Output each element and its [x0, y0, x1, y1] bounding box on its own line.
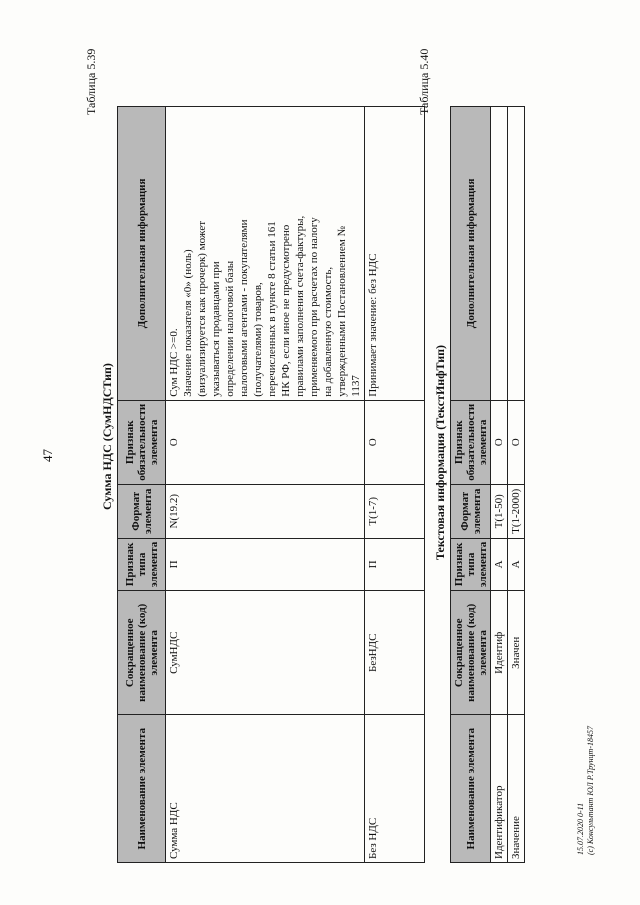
page-number: 47 — [40, 449, 55, 462]
cell-name: Без НДС — [365, 715, 425, 863]
header-cell: Дополнительная информация — [451, 107, 491, 401]
cell-type: П — [365, 538, 425, 590]
header-cell: Наименование элемента — [118, 715, 166, 863]
footer-line: (c) Консультант ЮЛ Р.Трунцт-18457 — [586, 726, 595, 855]
table-header-row — [118, 107, 166, 863]
cell-code: СумНДС — [166, 591, 365, 715]
table-row — [491, 107, 508, 863]
table-5-39 — [117, 106, 425, 863]
info-line: 1137 — [350, 375, 362, 397]
cell-name: Сумма НДС — [166, 715, 365, 863]
cell-code: Значен — [508, 591, 525, 715]
info-line: Значение показателя «0» (ноль) — [182, 249, 194, 397]
header-cell: Признак типа элемента — [451, 538, 491, 590]
cell-type: А — [508, 538, 525, 590]
header-cell: Признак обязательности элемента — [118, 400, 166, 484]
info-line: (получателями) товаров, — [252, 282, 264, 397]
cell-format: T(1-2000) — [508, 484, 525, 538]
info-line: перечисленных в пункте 8 статьи 161 — [266, 221, 278, 397]
cell-name: Значение — [508, 715, 525, 863]
cell-code: БезНДС — [365, 591, 425, 715]
footer-line: 15.07.2020 0-11 — [576, 802, 585, 855]
header-cell: Формат элемента — [118, 484, 166, 538]
cell-name: Идентификатор — [491, 715, 508, 863]
info-line: определении налоговой базы — [224, 260, 236, 397]
table-row — [166, 107, 365, 863]
table-header-row — [451, 107, 491, 863]
table-row — [508, 107, 525, 863]
info-line: Сум НДС >=0. — [168, 328, 180, 397]
header-cell: Дополнительная информация — [118, 107, 166, 401]
info-line: НК РФ, если иное не предусмотрено — [280, 224, 292, 397]
cell-required: О — [166, 400, 365, 484]
cell-info — [508, 107, 525, 401]
info-line: на добавленную стоимость, — [322, 266, 334, 397]
table-caption-5-39: Сумма НДС (СумНДСТип) — [100, 363, 114, 510]
footer-stamp — [576, 726, 596, 855]
info-line: утвержденными Постановлением № — [336, 225, 348, 397]
cell-type: П — [166, 538, 365, 590]
cell-format: N(19.2) — [166, 484, 365, 538]
header-cell: Формат элемента — [451, 484, 491, 538]
header-cell: Признак обязательности элемента — [451, 400, 491, 484]
table-label-5-40: Таблица 5.40 — [417, 48, 431, 115]
cell-type: А — [491, 538, 508, 590]
cell-required: О — [365, 400, 425, 484]
cell-info — [166, 107, 365, 401]
header-cell: Сокращенное наименование (код) элемента — [118, 591, 166, 715]
cell-info — [365, 107, 425, 401]
cell-info — [491, 107, 508, 401]
info-line: правилами заполнения счета-фактуры, — [294, 215, 306, 397]
table-row — [365, 107, 425, 863]
table-5-40 — [450, 106, 525, 863]
header-cell: Наименование элемента — [451, 715, 491, 863]
cell-format: T(1-50) — [491, 484, 508, 538]
header-cell: Признак типа элемента — [118, 538, 166, 590]
table-caption-5-40: Текстовая информация (ТекстИнфТип) — [433, 344, 447, 560]
info-line: применяемого при расчетах по налогу — [308, 217, 320, 397]
info-line: Принимает значение: без НДС — [367, 253, 379, 397]
info-line: (визуализируется как прочерк) может — [196, 220, 208, 397]
cell-format: T(1-7) — [365, 484, 425, 538]
cell-code: Идентиф — [491, 591, 508, 715]
info-line: указываться продавцами при — [210, 261, 222, 397]
cell-required: О — [508, 400, 525, 484]
cell-required: О — [491, 400, 508, 484]
info-line: налоговыми агентами - покупателями — [238, 219, 250, 397]
table-label-5-39: Таблица 5.39 — [84, 48, 98, 115]
header-cell: Сокращенное наименование (код) элемента — [451, 591, 491, 715]
